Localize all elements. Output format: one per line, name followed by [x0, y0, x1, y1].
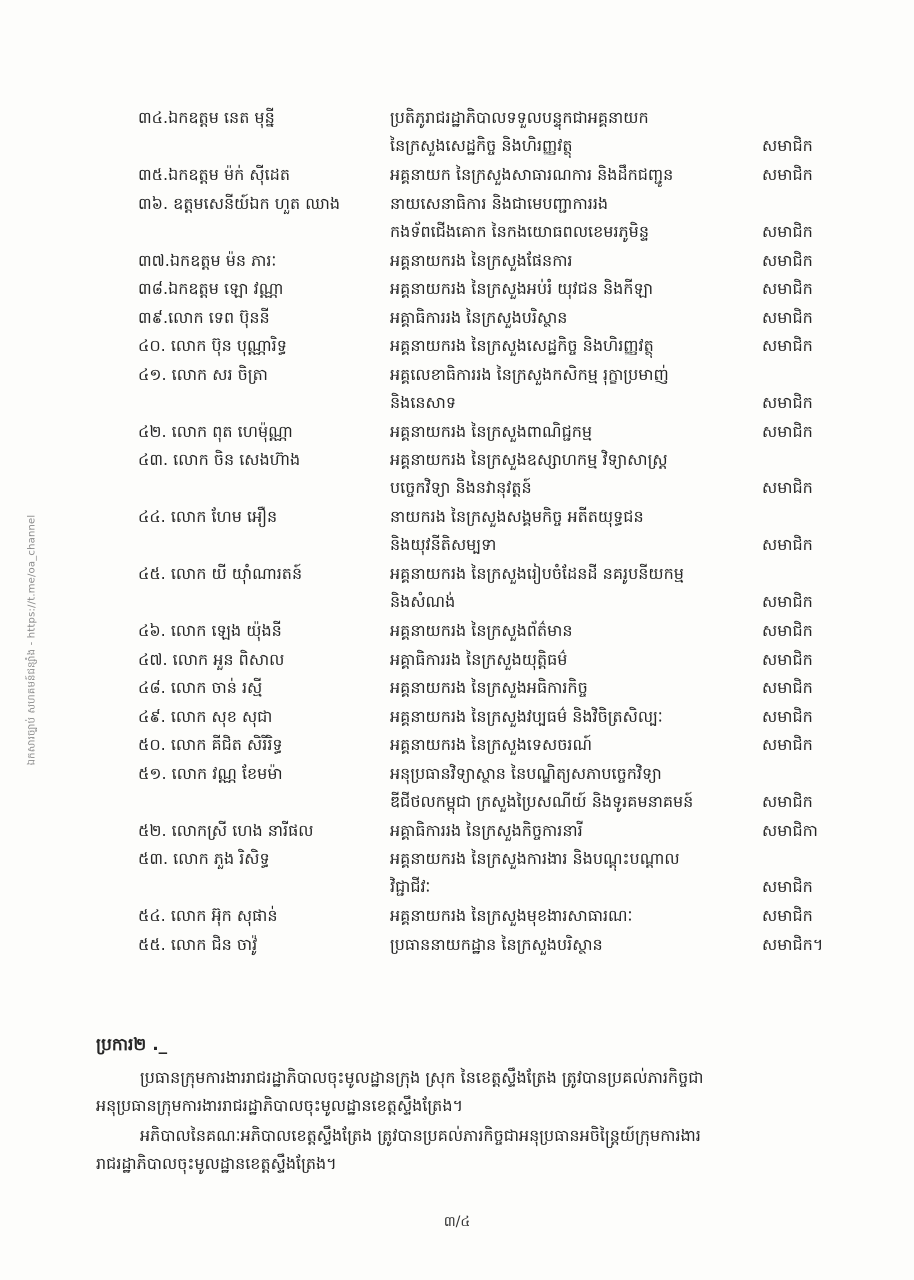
member-role	[390, 703, 762, 731]
member-role-line: អគ្គនាយករង នៃក្រសួងមុខងារសាធារណៈ	[390, 906, 633, 925]
member-status: សមាជិក	[762, 592, 813, 611]
paragraph-line: ប្រធានក្រុមការងាររាជរដ្ឋាភិបាលចុះមូលដ្ឋានក្រុង ស្រុក នៃខេត្តស្ទឹងត្រែង ត្រូវបានប្រគល់ភារកិច្ចជា	[140, 1068, 704, 1087]
member-name: ៣៨.ឯកឧត្តម ឡោ វណ្ណា	[138, 279, 284, 298]
member-status: សមាជិក	[762, 165, 813, 184]
member-name: ៤៧. លោក អួន ពិសាល	[138, 649, 285, 669]
member-role-line: និងយុវនីតិសម្បទា	[390, 535, 497, 554]
member-name: ៣៧.ឯកឧត្តម ម៉ន ភារៈ	[138, 250, 277, 270]
member-role-line: អគ្គាធិការរង នៃក្រសួងកិច្ចការនារី	[390, 820, 583, 840]
member-role	[390, 446, 762, 502]
member-status: សមាជិក	[762, 478, 813, 497]
member-name: ៤៥. លោក យី យ៉ាំណារតន៍	[138, 564, 303, 583]
member-name: ៥១. លោក វណ្ណ ខែមម៉ា	[138, 763, 283, 783]
member-status: សមាជិកា	[762, 820, 818, 840]
member-name: ៣៦. ឧត្តមសេនីយ៍ឯក ហួត ឈាង	[138, 193, 340, 213]
member-name: ៣៩.លោក ទេព ប៊ុននី	[138, 307, 270, 327]
member-role-line: វិជ្ជាជីវៈ	[390, 877, 431, 896]
member-role	[390, 817, 762, 845]
member-role-line: អគ្គលេខាធិការរង នៃក្រសួងកសិកម្ម រុក្ខាប្រមាញ់	[390, 364, 669, 384]
member-role-line: អគ្គាធិការរង នៃក្រសួងបរិស្ថាន	[390, 307, 568, 327]
member-status: សមាជិក	[762, 392, 813, 412]
member-role	[390, 304, 762, 332]
member-name: ៥៤. លោក អ៊ុក សុផាន់	[138, 906, 278, 925]
member-role-line: អគ្គនាយករង នៃក្រសួងព័ត៌មាន	[390, 621, 573, 640]
member-name: ៤១. លោក សរ ចិត្រា	[138, 364, 268, 384]
member-name: ៤៨. លោក ចាន់ រស្មី	[138, 678, 263, 697]
member-role-line: និងសំណង់	[390, 592, 456, 611]
member-role-line: អគ្គនាយករង នៃក្រសួងផែនការ	[390, 250, 573, 270]
member-status: សមាជិក	[762, 906, 813, 925]
member-status: សមាជិក	[762, 336, 813, 355]
member-role	[390, 190, 762, 246]
member-role-line: អគ្គនាយករង នៃក្រសួងអប់រំ យុវជន និងកីឡា	[390, 279, 653, 298]
member-status: សមាជិក	[762, 421, 813, 441]
paragraph-line: អនុប្រធានក្រុមការងាររាជរដ្ឋាភិបាលចុះមូលដ្ឋានខេត្តស្ទឹងត្រែង។	[96, 1096, 464, 1115]
member-name: ៥៣. លោក ភួង រិសិទ្ធ	[138, 849, 270, 868]
member-status: សមាជិក	[762, 279, 813, 298]
member-status: សមាជិក	[762, 221, 813, 241]
member-role-line: អគ្គនាយករង នៃក្រសួងវប្បធម៌ និងវិចិត្រសិល្បៈ	[390, 706, 663, 726]
member-name: ៤០. លោក ប៊ុន បុណ្ណារិទ្ធ	[138, 336, 287, 355]
member-name: ៣៤.ឯកឧត្តម នេត មុន្នី	[138, 108, 275, 127]
member-role	[390, 247, 762, 275]
member-role	[390, 731, 762, 759]
member-role	[390, 361, 762, 417]
member-name: ៥០. លោក គីជិត សិរីរិទ្ធ	[138, 735, 283, 754]
member-name: ៤៩. លោក សុខ សុជា	[138, 706, 273, 726]
member-role	[390, 275, 762, 303]
member-status: សមាជិក	[762, 791, 813, 811]
member-name: ៥៥. លោក ជិន ចាវ៉ូ	[138, 934, 258, 954]
member-role	[390, 902, 762, 930]
member-role	[390, 617, 762, 645]
member-status: សមាជិក	[762, 307, 813, 327]
member-role	[390, 332, 762, 360]
member-role-line: អគ្គនាយករង នៃក្រសួងទេសចរណ៍	[390, 735, 593, 754]
member-role-line: និងនេសាទ	[390, 392, 457, 412]
member-role	[390, 560, 762, 616]
member-role	[390, 104, 762, 160]
member-role-line: អគ្គនាយក នៃក្រសួងសាធារណការ និងដឹកជញ្ជូន	[390, 165, 674, 184]
watermark-text: ឯកសារច្បាប់ សហគមន៍ជន្សាំង - https://t.me/oa_channel	[26, 514, 38, 766]
member-role-line: អគ្គនាយករង នៃក្រសួងឧស្សាហកម្ម វិទ្យាសាស្ត្រ	[390, 450, 668, 469]
member-status: សមាជិក	[762, 136, 813, 155]
member-role-line: បច្ចេកវិទ្យា និងនវានុវត្តន៍	[390, 478, 532, 497]
member-role-line: អគ្គនាយករង នៃក្រសួងពាណិជ្ជកម្ម	[390, 421, 593, 441]
member-status: សមាជិក	[762, 535, 813, 554]
paragraph-line: រាជរដ្ឋាភិបាលចុះមូលដ្ឋានខេត្តស្ទឹងត្រែង។	[96, 1154, 337, 1173]
member-role	[390, 161, 762, 189]
member-name: ៤៦. លោក ឡេង យ៉ុងនី	[138, 621, 282, 640]
member-role	[390, 674, 762, 702]
member-role-line: អគ្គនាយករង នៃក្រសួងអធិការកិច្ច	[390, 678, 588, 697]
member-role-line: នាយករង នៃក្រសួងសង្គមកិច្ច អតីតយុទ្ធជន	[390, 507, 644, 526]
member-role	[390, 760, 762, 816]
member-role-line: ប្រតិភូរាជរដ្ឋាភិបាលទទួលបន្ទុកជាអគ្គនាយក	[390, 108, 649, 127]
member-role-line: កងទ័ពជើងគោក នៃកងយោធពលខេមរភូមិន្ទ	[390, 221, 649, 241]
member-role-line: នាយសេនាធិការ និងជាមេបញ្ជាការរង	[390, 193, 609, 213]
member-role-line: ឌីជីថលកម្ពុជា ក្រសួងប្រៃសណីយ៍ និងទូរគមនាគមន៍	[390, 791, 694, 811]
page-number: ៣/៤	[443, 1214, 471, 1230]
article-heading: ប្រការ២ ._	[96, 1035, 168, 1055]
paragraph-line: អភិបាលនៃគណៈអភិបាលខេត្តស្ទឹងត្រែង ត្រូវបានប្រគល់ភារកិច្ចជាអនុប្រធានអចិន្ត្រៃយ៍ក្រុមការងារ	[140, 1126, 701, 1145]
member-status: សមាជិក	[762, 649, 813, 669]
member-status: សមាជិក។	[762, 934, 824, 954]
member-status: សមាជិក	[762, 735, 813, 754]
member-status: សមាជិក	[762, 706, 813, 726]
member-role-line: ប្រធាននាយកដ្ឋាន នៃក្រសួងបរិស្ថាន	[390, 934, 603, 954]
member-status: សមាជិក	[762, 678, 813, 697]
member-name: ៥២. លោកស្រី ហេង នារីផល	[138, 820, 314, 840]
member-role-line: អគ្គាធិការរង នៃក្រសួងយុត្តិធម៌	[390, 649, 568, 669]
member-name: ៤២. លោក ពុត ហេម៉ុណ្ណា	[138, 421, 293, 441]
member-name: ៤៤. លោក ហែម អឿន	[138, 507, 278, 526]
member-role	[390, 418, 762, 446]
member-role-line: អគ្គនាយករង នៃក្រសួងសេដ្ឋកិច្ច និងហិរញ្ញវត្ថុ	[390, 336, 654, 355]
member-status: សមាជិក	[762, 877, 813, 896]
member-status: សមាជិក	[762, 621, 813, 640]
member-name: ៤៣. លោក ចិន សេងហ៊ាង	[138, 450, 301, 469]
article-paragraph-1	[96, 1064, 836, 1120]
member-name: ៣៥.ឯកឧត្តម ម៉ក់ ស៊ីដេត	[138, 165, 290, 184]
article-paragraph-2	[96, 1122, 836, 1178]
member-role	[390, 503, 762, 559]
member-role	[390, 845, 762, 901]
member-role-line: អនុប្រធានវិទ្យាស្ថាន នៃបណ្ឌិត្យសភាបច្ចេកវិទ្យា	[390, 763, 662, 783]
member-role	[390, 646, 762, 674]
member-role-line: នៃក្រសួងសេដ្ឋកិច្ច និងហិរញ្ញវត្ថុ	[390, 136, 573, 155]
member-role-line: អគ្គនាយករង នៃក្រសួងការងារ និងបណ្តុះបណ្តាល	[390, 849, 680, 868]
member-role-line: អគ្គនាយករង នៃក្រសួងរៀបចំដែនដី នគរូបនីយកម្ម	[390, 564, 684, 583]
member-role	[390, 931, 762, 959]
member-status: សមាជិក	[762, 250, 813, 270]
